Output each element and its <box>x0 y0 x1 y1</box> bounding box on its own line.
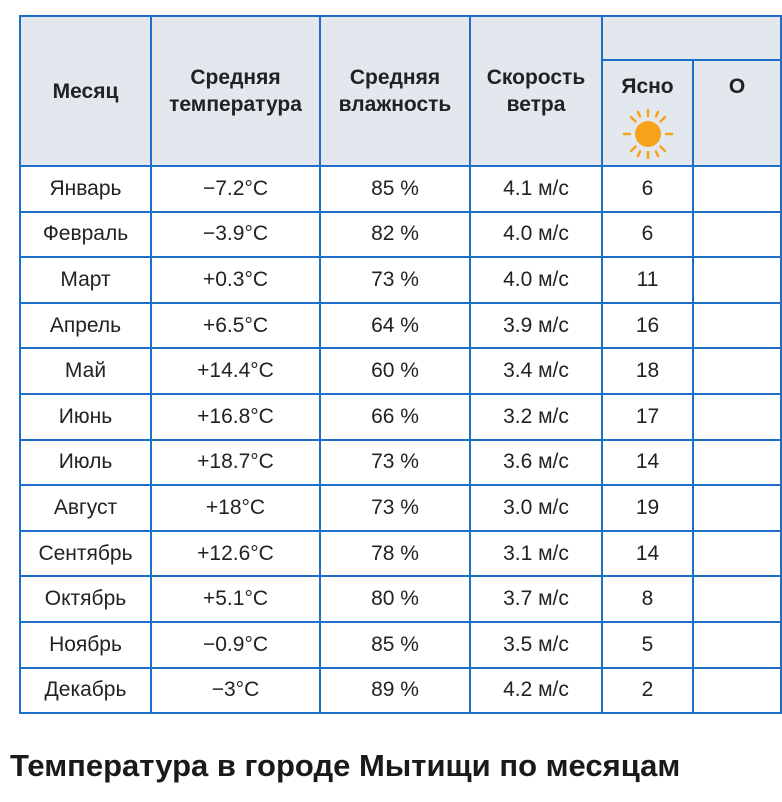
table-row <box>20 668 781 714</box>
cell-next <box>693 394 781 440</box>
header-wind-line1: Скорость <box>486 66 586 89</box>
weather-table <box>19 15 782 714</box>
cell-wind: 3.4 м/с <box>470 348 602 394</box>
header-temperature <box>151 16 320 166</box>
header-wind <box>470 16 602 166</box>
sun-icon <box>620 106 676 162</box>
cell-wind: 3.7 м/с <box>470 576 602 622</box>
cell-humidity: 64 % <box>320 303 470 349</box>
cell-next <box>693 166 781 212</box>
cell-clear: 11 <box>602 257 693 303</box>
cell-temperature: +6.5°C <box>151 303 320 349</box>
cell-wind: 3.0 м/с <box>470 485 602 531</box>
header-humidity-line1: Средняя <box>349 66 441 89</box>
cell-clear: 2 <box>602 668 693 714</box>
cell-humidity: 78 % <box>320 531 470 577</box>
header-clear <box>602 60 693 166</box>
cell-humidity: 82 % <box>320 212 470 258</box>
cell-clear: 8 <box>602 576 693 622</box>
table-row <box>20 485 781 531</box>
cell-humidity: 80 % <box>320 576 470 622</box>
header-clear-label: Ясно <box>621 75 674 98</box>
table-row <box>20 166 781 212</box>
cell-next <box>693 303 781 349</box>
cell-clear: 18 <box>602 348 693 394</box>
cell-temperature: −0.9°C <box>151 622 320 668</box>
table-row <box>20 348 781 394</box>
cell-clear: 14 <box>602 531 693 577</box>
cell-wind: 4.2 м/с <box>470 668 602 714</box>
cell-next <box>693 440 781 486</box>
cell-next <box>693 257 781 303</box>
cell-humidity: 73 % <box>320 485 470 531</box>
table-row <box>20 303 781 349</box>
header-next-partial-label: О <box>728 75 746 98</box>
cell-month: Февраль <box>20 212 151 258</box>
table-row <box>20 394 781 440</box>
cell-temperature: +14.4°C <box>151 348 320 394</box>
cell-temperature: +0.3°C <box>151 257 320 303</box>
header-humidity <box>320 16 470 166</box>
cell-wind: 4.0 м/с <box>470 257 602 303</box>
cell-wind: 4.0 м/с <box>470 212 602 258</box>
cell-next <box>693 622 781 668</box>
cell-next <box>693 668 781 714</box>
cell-temperature: +18°C <box>151 485 320 531</box>
cell-month: Сентябрь <box>20 531 151 577</box>
cell-temperature: +18.7°C <box>151 440 320 486</box>
cell-humidity: 85 % <box>320 622 470 668</box>
cell-wind: 3.2 м/с <box>470 394 602 440</box>
cell-next <box>693 531 781 577</box>
cell-month: Август <box>20 485 151 531</box>
cell-next <box>693 348 781 394</box>
table-row <box>20 440 781 486</box>
header-wind-line2: ветра <box>506 93 566 116</box>
table-row <box>20 531 781 577</box>
header-temperature-line2: температура <box>169 93 302 116</box>
cell-wind: 3.5 м/с <box>470 622 602 668</box>
cell-month: Декабрь <box>20 668 151 714</box>
cell-humidity: 66 % <box>320 394 470 440</box>
cell-clear: 6 <box>602 212 693 258</box>
cell-temperature: +16.8°C <box>151 394 320 440</box>
cell-clear: 16 <box>602 303 693 349</box>
header-sky-group <box>602 16 781 60</box>
header-humidity-line2: влажность <box>338 93 452 116</box>
cell-temperature: −7.2°C <box>151 166 320 212</box>
cell-month: Июль <box>20 440 151 486</box>
weather-table-container <box>19 15 746 716</box>
header-month: Месяц <box>20 16 151 166</box>
cell-clear: 19 <box>602 485 693 531</box>
cell-humidity: 85 % <box>320 166 470 212</box>
table-row <box>20 576 781 622</box>
cell-temperature: −3°C <box>151 668 320 714</box>
cell-temperature: −3.9°C <box>151 212 320 258</box>
header-temperature-line1: Средняя <box>190 66 281 89</box>
cell-month: Май <box>20 348 151 394</box>
cell-wind: 4.1 м/с <box>470 166 602 212</box>
cell-clear: 5 <box>602 622 693 668</box>
table-row <box>20 257 781 303</box>
cell-temperature: +5.1°C <box>151 576 320 622</box>
cell-next <box>693 576 781 622</box>
cell-month: Январь <box>20 166 151 212</box>
table-row <box>20 622 781 668</box>
table-row <box>20 212 781 258</box>
cell-clear: 14 <box>602 440 693 486</box>
page-title: Температура в городе Мытищи по месяцам <box>10 748 681 783</box>
cell-clear: 17 <box>602 394 693 440</box>
cell-wind: 3.6 м/с <box>470 440 602 486</box>
cell-month: Март <box>20 257 151 303</box>
cell-wind: 3.9 м/с <box>470 303 602 349</box>
cell-clear: 6 <box>602 166 693 212</box>
cell-next <box>693 212 781 258</box>
cell-humidity: 89 % <box>320 668 470 714</box>
cell-humidity: 73 % <box>320 440 470 486</box>
cell-temperature: +12.6°C <box>151 531 320 577</box>
cell-month: Ноябрь <box>20 622 151 668</box>
table-body <box>20 166 781 713</box>
header-next-partial <box>693 60 781 166</box>
cell-month: Июнь <box>20 394 151 440</box>
cell-humidity: 73 % <box>320 257 470 303</box>
cell-next <box>693 485 781 531</box>
cell-humidity: 60 % <box>320 348 470 394</box>
cell-wind: 3.1 м/с <box>470 531 602 577</box>
cell-month: Апрель <box>20 303 151 349</box>
cell-month: Октябрь <box>20 576 151 622</box>
